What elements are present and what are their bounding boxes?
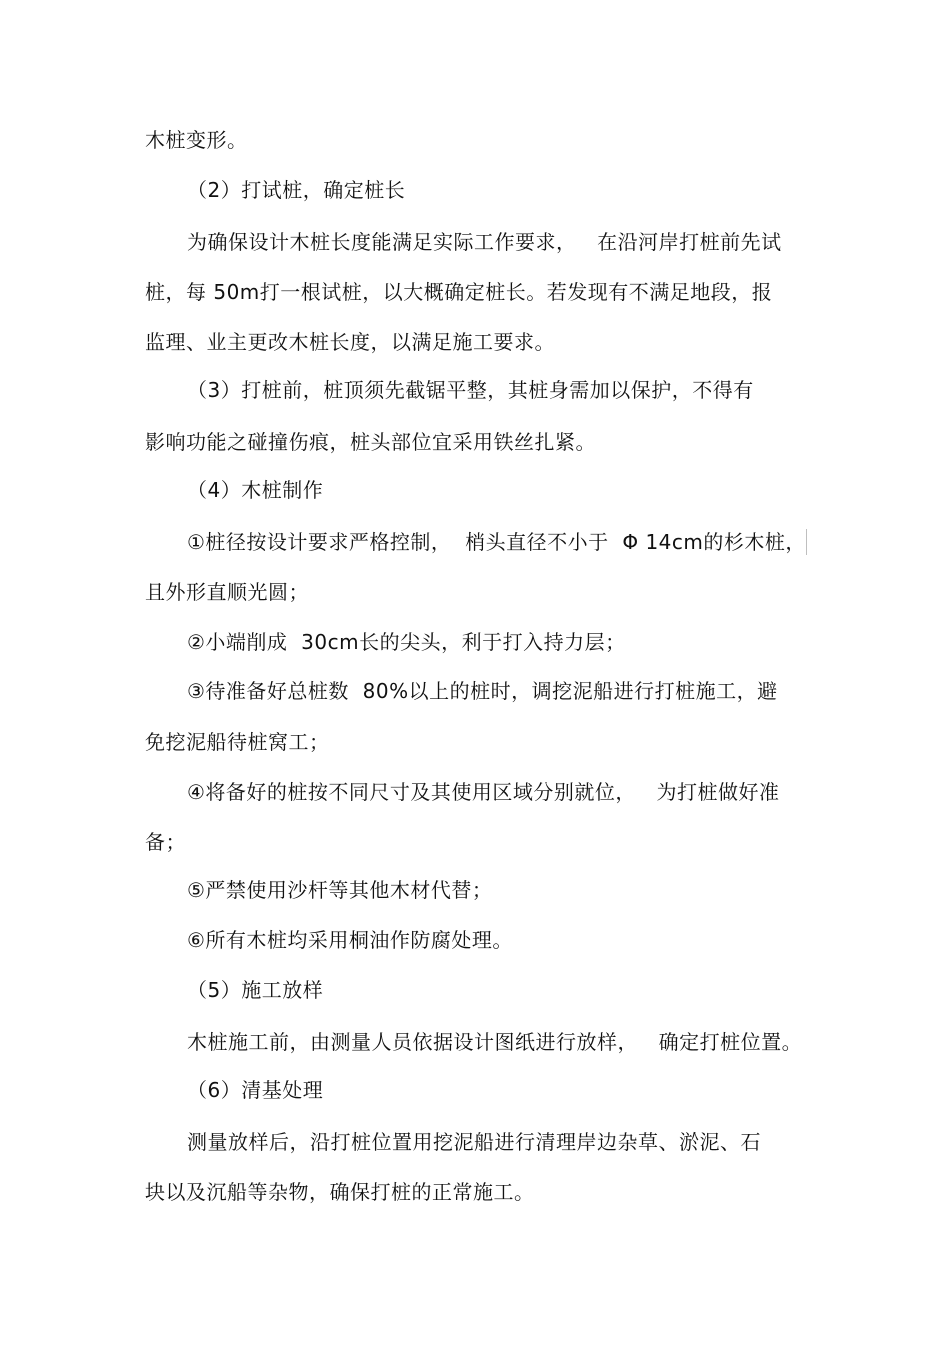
- section-heading-3: （3）打桩前，桩顶须先截锯平整，其桩身需加以保护，不得有: [187, 378, 754, 402]
- paragraph-line-22: 块以及沉船等杂物，确保打桩的正常施工。: [145, 1180, 535, 1204]
- list-item-3-continued: 免挖泥船待桩窝工；: [145, 730, 330, 754]
- section-heading-5: （5）施工放样: [187, 978, 324, 1002]
- list-item-4: ④将备好的桩按不同尺寸及其使用区域分别就位， 为打桩做好准: [187, 780, 780, 804]
- paragraph-line-7: 影响功能之碰撞伤痕，桩头部位宜采用铁丝扎紧。: [145, 430, 596, 454]
- list-item-5: ⑤严禁使用沙杆等其他木材代替；: [187, 878, 493, 902]
- list-item-6: ⑥所有木桩均采用桐油作防腐处理。: [187, 928, 513, 952]
- section-heading-2: （2）打试桩，确定桩长: [187, 178, 406, 202]
- paragraph-line-19: 木桩施工前，由测量人员依据设计图纸进行放样， 确定打桩位置。: [187, 1030, 803, 1054]
- list-item-1: ①桩径按设计要求严格控制， 梢头直径不小于 Φ 14cm的杉木桩，: [187, 530, 806, 554]
- paragraph-line-1: 木桩变形。: [145, 128, 248, 152]
- section-heading-4: （4）木桩制作: [187, 478, 324, 502]
- section-heading-6: （6）清基处理: [187, 1078, 324, 1102]
- list-item-2: ②小端削成 30cm长的尖头，利于打入持力层；: [187, 630, 626, 654]
- list-item-1-continued: 且外形直顺光圆；: [145, 580, 309, 604]
- paragraph-line-5: 监理、业主更改木桩长度，以满足施工要求。: [145, 330, 555, 354]
- list-item-4-continued: 备；: [145, 830, 186, 854]
- paragraph-line-3: 为确保设计木桩长度能满足实际工作要求， 在沿河岸打桩前先试: [187, 230, 782, 254]
- right-margin-divider: [806, 529, 807, 555]
- paragraph-line-4: 桩，每 50m打一根试桩，以大概确定桩长。若发现有不满足地段，报: [145, 280, 773, 304]
- list-item-3: ③待准备好总桩数 80%以上的桩时，调挖泥船进行打桩施工，避: [187, 679, 778, 703]
- paragraph-line-21: 测量放样后，沿打桩位置用挖泥船进行清理岸边杂草、淤泥、石: [187, 1130, 761, 1154]
